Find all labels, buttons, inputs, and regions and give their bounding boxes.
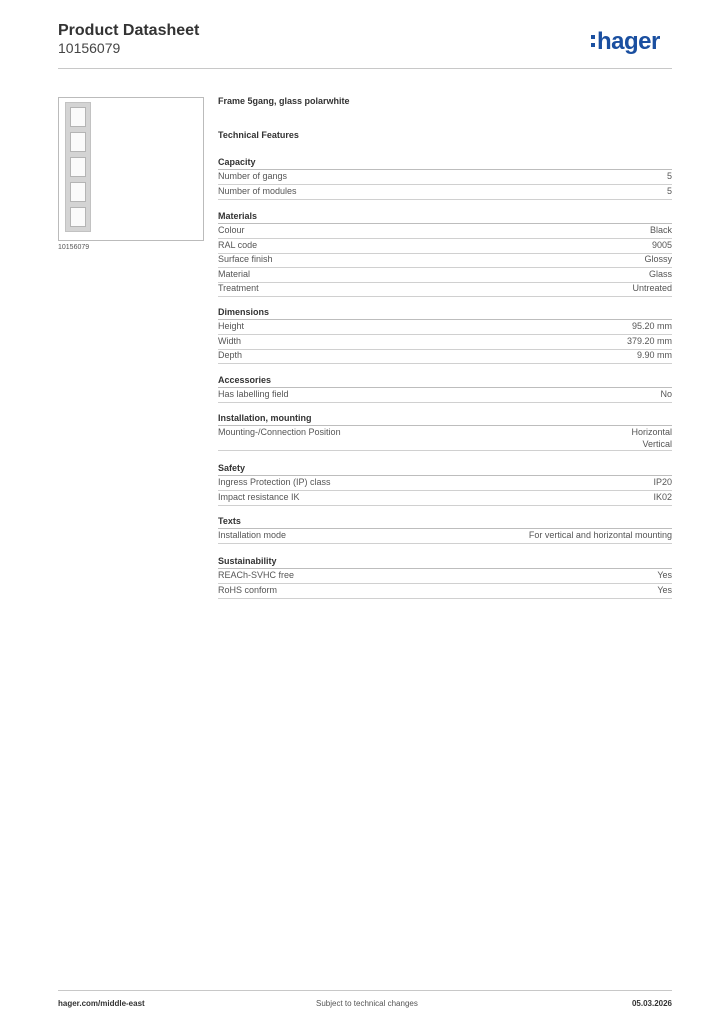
spec-value [644, 253, 672, 265]
section-title: Safety [218, 462, 672, 476]
section-title: Installation, mounting [218, 412, 672, 426]
spec-label: Impact resistance IK [218, 491, 300, 502]
spec-value [653, 491, 672, 503]
spec-row [218, 253, 672, 268]
spec-value-line: Glossy [644, 254, 672, 265]
spec-value-line: IK02 [653, 491, 672, 502]
spec-value [652, 239, 672, 251]
section-title: Accessories [218, 374, 672, 388]
spec-label: Width [218, 335, 242, 346]
spec-row [218, 239, 672, 254]
spec-label: Ingress Protection (IP) class [218, 477, 331, 487]
spec-value-line: 5 [666, 185, 672, 196]
section-title: Dimensions [218, 306, 672, 320]
spec-row [218, 491, 672, 506]
spec-row [218, 529, 672, 544]
spec-label: Material [218, 268, 251, 279]
spec-row [218, 569, 672, 584]
spec-label: Has labelling field [218, 389, 289, 399]
spec-value-line: Glass [648, 268, 672, 279]
logo-dots-icon [591, 29, 595, 47]
spec-label: Number of gangs [218, 171, 288, 181]
section-title: Sustainability [218, 555, 672, 569]
spec-value-line: Vertical [642, 439, 672, 449]
spec-row [218, 426, 672, 451]
spec-label: Installation mode [218, 530, 287, 540]
spec-value [660, 388, 672, 400]
spec-value-line: 9005 [651, 239, 672, 250]
spec-row [218, 476, 672, 491]
section-title: Materials [218, 210, 672, 224]
spec-value-line: 5 [666, 171, 672, 181]
spec-value-line: Untreated [632, 283, 672, 294]
spec-value [649, 268, 672, 280]
spec-value [667, 185, 672, 197]
hager-logo [591, 29, 660, 57]
spec-label: Colour [218, 225, 245, 235]
spec-value-line: IP20 [653, 477, 672, 487]
spec-value [529, 529, 672, 541]
spec-label: Treatment [218, 283, 259, 294]
spec-value-line: No [660, 389, 672, 399]
image-caption: 10156079 [58, 244, 90, 251]
spec-value-line: 9.90 mm [636, 350, 672, 361]
product-image [58, 97, 204, 241]
spec-value [637, 349, 672, 361]
spec-row [218, 388, 672, 403]
spec-row [218, 320, 672, 335]
spec-label: Surface finish [218, 254, 273, 265]
spec-row [218, 282, 672, 297]
frame-module-cell [70, 132, 86, 152]
footer-date: 05.03.2026 [631, 999, 672, 1008]
spec-value-line: 379.20 mm [626, 335, 672, 346]
spec-value [650, 224, 672, 236]
spec-value-line: Horizontal [631, 427, 672, 437]
spec-label: RAL code [218, 239, 258, 250]
spec-label: Mounting-/Connection Position [218, 427, 341, 437]
spec-label: Number of modules [218, 185, 297, 196]
spec-label: Height [218, 321, 245, 331]
spec-value [627, 335, 672, 347]
spec-value [657, 584, 672, 596]
spec-row [218, 268, 672, 283]
spec-value-line: Black [649, 225, 672, 235]
header-divider [58, 68, 672, 69]
spec-row [218, 170, 672, 185]
spec-row [218, 584, 672, 599]
spec-value [631, 426, 672, 450]
spec-value-line: For vertical and horizontal mounting [528, 530, 672, 540]
spec-value-line: 95.20 mm [631, 321, 672, 331]
page-title: Product Datasheet [58, 22, 200, 39]
spec-row [218, 185, 672, 200]
spec-row [218, 349, 672, 364]
product-number: 10156079 [58, 40, 121, 56]
logo-text: hager [597, 28, 660, 55]
footer-website: hager.com/middle-east [58, 999, 145, 1008]
frame-module-cell [70, 157, 86, 177]
spec-value-line: Yes [657, 570, 672, 580]
frame-module-cell [70, 107, 86, 127]
spec-value [657, 569, 672, 581]
section-title: Capacity [218, 156, 672, 170]
frame-module-cell [70, 182, 86, 202]
spec-label: Depth [218, 350, 243, 361]
section-title: Texts [218, 515, 672, 529]
spec-value [667, 170, 672, 182]
product-name: Frame 5gang, glass polarwhite [218, 96, 350, 106]
spec-row [218, 224, 672, 239]
technical-features-heading: Technical Features [218, 130, 299, 140]
spec-value [632, 282, 672, 294]
footer-disclaimer: Subject to technical changes [316, 999, 418, 1008]
spec-value [632, 320, 672, 332]
spec-label: RoHS conform [218, 584, 278, 595]
frame-5gang-illustration [65, 102, 91, 232]
spec-value [653, 476, 672, 488]
spec-value-line: Yes [657, 584, 672, 595]
frame-module-cell [70, 207, 86, 227]
spec-label: REACh-SVHC free [218, 570, 295, 580]
spec-row [218, 335, 672, 350]
footer-divider [58, 990, 672, 991]
